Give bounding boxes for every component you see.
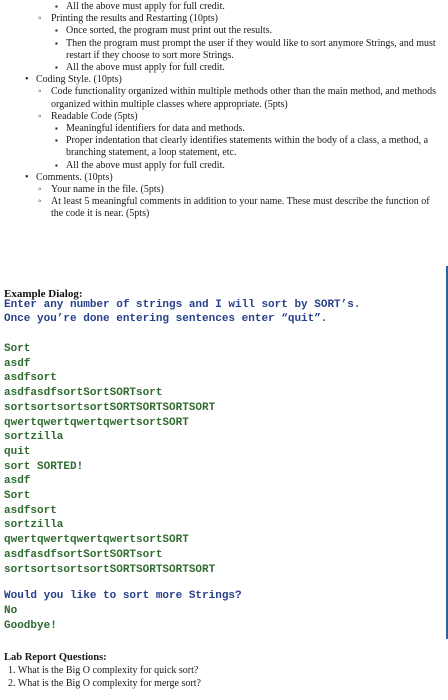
example-dialog-title: Example Dialog: (4, 288, 83, 300)
sorted-header-line: sort SORTED! (4, 460, 84, 473)
rubric-item (0, 111, 448, 123)
rubric-text: Your name in the file. (5pts) (51, 184, 164, 196)
rubric-text: Meaningful identifiers for data and methods. (66, 123, 245, 135)
user-input-line: sortsortsortsortSORTSORTSORTSORT (4, 401, 216, 414)
square-bullet-icon: ▪ (55, 63, 58, 73)
square-bullet-icon: ▪ (55, 136, 58, 146)
rubric-item (0, 184, 448, 196)
rubric-item (0, 25, 448, 37)
circle-bullet-icon: ◦ (38, 184, 42, 196)
intro-prompt-line: Enter any number of strings and I will sort by SORT’s. (4, 299, 361, 311)
rubric-item (0, 135, 448, 159)
rubric-text: All the above must apply for full credit. (66, 159, 225, 171)
lab-question: 1. What is the Big O complexity for quick sort? (8, 665, 199, 676)
rubric-text: Then the program must prompt the user if they would like to sort anymore Strings, and must restart if they choose to sort more Strings. (66, 37, 436, 61)
rubric-text: Coding Style. (10pts) (36, 74, 122, 86)
sorted-output-line: qwertqwertqwertqwertsortSORT (4, 534, 189, 547)
rubric-text: Printing the results and Restarting (10pts) (51, 13, 218, 25)
sorted-output-line: asdfsort (4, 504, 57, 517)
rubric-item (0, 196, 448, 220)
rubric-text: All the above must apply for full credit. (66, 1, 225, 12)
rubric-text: Comments. (10pts) (36, 171, 113, 183)
answer-line: No (4, 605, 18, 617)
sorted-output-line: asdfasdfsortSortSORTsort (4, 548, 163, 561)
lab-report-section (4, 651, 201, 690)
circle-bullet-icon: ◦ (38, 86, 42, 98)
rubric-item (0, 160, 448, 172)
sorted-output-line: sortsortsortsortSORTSORTSORTSORT (4, 563, 216, 576)
rubric-text: All the above must apply for full credit. (66, 62, 225, 74)
circle-bullet-icon: ◦ (38, 196, 42, 208)
rubric-item (0, 74, 448, 86)
square-bullet-icon: ▪ (55, 2, 58, 11)
intro-prompt-line: Once you’re done entering sentences enter “quit”. (4, 313, 328, 325)
square-bullet-icon: ▪ (55, 38, 58, 48)
rubric-item (0, 38, 448, 62)
square-bullet-icon: ▪ (55, 160, 58, 170)
lab-report-title: Lab Report Questions: (4, 652, 107, 663)
rubric-text: Readable Code (5pts) (51, 110, 138, 122)
user-input-line: asdfsort (4, 372, 57, 385)
lab-question: 2. What is the Big O complexity for merge sort? (8, 678, 201, 689)
sorted-output-line: Sort (4, 490, 31, 502)
rubric-item (0, 1, 448, 13)
sorted-output-line: asdf (4, 475, 31, 488)
user-input-line: Sort (4, 343, 31, 355)
again-prompt-line: Would you like to sort more Strings? (4, 590, 242, 602)
circle-bullet-icon: ◦ (38, 13, 42, 25)
user-input-line: quit (4, 445, 31, 458)
goodbye-line: Goodbye! (4, 620, 57, 632)
square-bullet-icon: ▪ (55, 124, 58, 134)
rubric-text: Code functionality organized within multiple methods other than the main method, and methods organized within multiple classes where appropriate. (5pts) (51, 86, 437, 110)
user-input-line: asdf (4, 357, 31, 370)
circle-bullet-icon: ◦ (38, 110, 42, 122)
user-input-line: qwertqwertqwertqwertsortSORT (4, 416, 189, 429)
rubric-text: Once sorted, the program must print out the results. (66, 25, 273, 37)
rubric-item (0, 13, 448, 25)
dot-bullet-icon: • (25, 171, 29, 183)
rubric-item (0, 86, 448, 110)
grading-rubric (0, 0, 448, 221)
user-input-line: asdfasdfsortSortSORTsort (4, 387, 163, 400)
square-bullet-icon: ▪ (55, 26, 58, 36)
rubric-item (0, 62, 448, 74)
rubric-text: Proper indentation that clearly identifies statements within the body of a class, a method, a branching statement, a loop statement, etc. (66, 135, 429, 159)
rubric-text: At least 5 meaningful comments in addition to your name. These must describe the function of the code it is near. (5pts) (51, 196, 430, 220)
sorted-output-line: sortzilla (4, 519, 64, 532)
rubric-item (0, 172, 448, 184)
user-input-line: sortzilla (4, 431, 64, 444)
rubric-item (0, 123, 448, 135)
dot-bullet-icon: • (25, 74, 29, 86)
